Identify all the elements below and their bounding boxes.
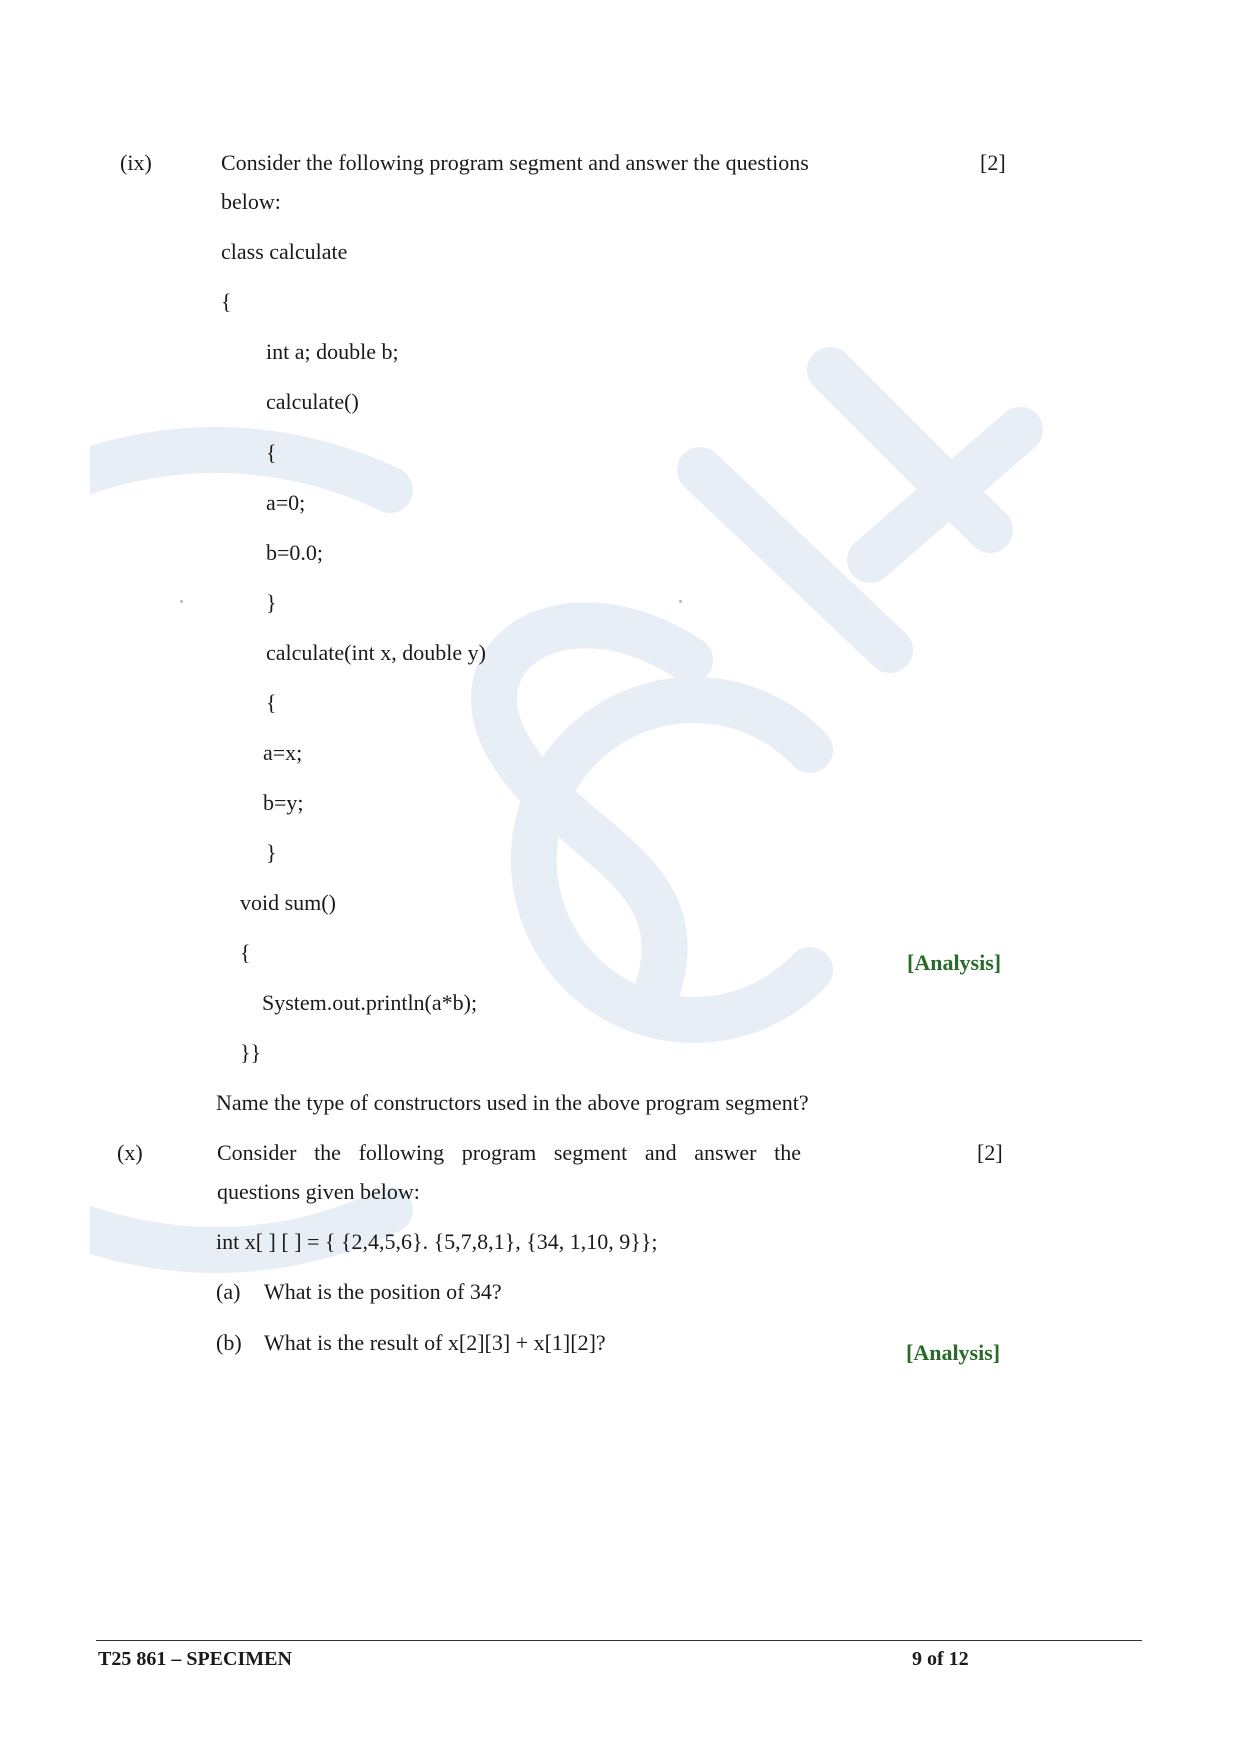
array-declaration: int x[ ] [ ] = { {2,4,5,6}. {5,7,8,1}, {34, 1,10, 9}}; [216, 1229, 658, 1254]
paper-code: T25 861 – SPECIMEN [98, 1648, 292, 1670]
marks-label: [2] [980, 150, 1006, 175]
analysis-tag: [Analysis] [907, 950, 1002, 975]
sub-question-text: What is the result of x[2][3] + x[1][2]? [264, 1330, 606, 1355]
code-line: } [266, 840, 277, 865]
code-line: b=y; [263, 790, 304, 815]
intro-word: the [314, 1140, 341, 1165]
intro-word: answer [694, 1140, 757, 1165]
sub-question-label: (a) [216, 1279, 241, 1304]
code-line: int a; double b; [266, 339, 399, 364]
question-intro [217, 1140, 801, 1166]
code-line: { [266, 690, 277, 715]
intro-word: following [358, 1140, 445, 1165]
page-number: 9 of 12 [912, 1648, 969, 1670]
question-intro-cont: questions given below: [217, 1179, 420, 1204]
intro-word: segment [553, 1140, 628, 1165]
question-number: (x) [117, 1140, 143, 1165]
marks-label: [2] [977, 1140, 1003, 1165]
code-line: calculate() [266, 389, 359, 414]
code-line: { [266, 440, 277, 465]
code-line: a=x; [263, 740, 303, 765]
intro-word: the [774, 1140, 801, 1165]
question-intro: Consider the following program segment and answer the questions [221, 150, 809, 175]
code-line: { [221, 289, 232, 314]
analysis-tag: [Analysis] [906, 1340, 1001, 1365]
code-line: } [266, 590, 277, 615]
intro-word: Consider [217, 1140, 297, 1165]
sub-question-label: (b) [216, 1330, 242, 1355]
intro-word: program [461, 1140, 537, 1165]
code-line: b=0.0; [266, 540, 324, 565]
code-line: void sum() [240, 890, 336, 915]
intro-word: and [644, 1140, 677, 1165]
question-text: Name the type of constructors used in the above program segment? [216, 1090, 809, 1115]
code-line: System.out.println(a*b); [262, 990, 478, 1015]
code-line: }} [240, 1040, 262, 1065]
code-line: { [240, 940, 251, 965]
footer-rule [96, 1640, 1142, 1641]
question-intro-cont: below: [221, 189, 281, 214]
code-line: calculate(int x, double y) [266, 640, 486, 665]
code-line: class calculate [221, 239, 348, 264]
sub-question-text: What is the position of 34? [264, 1279, 502, 1304]
code-line: a=0; [266, 490, 306, 515]
scan-speck [679, 600, 682, 603]
question-number: (ix) [120, 150, 152, 175]
scan-speck [180, 600, 183, 603]
